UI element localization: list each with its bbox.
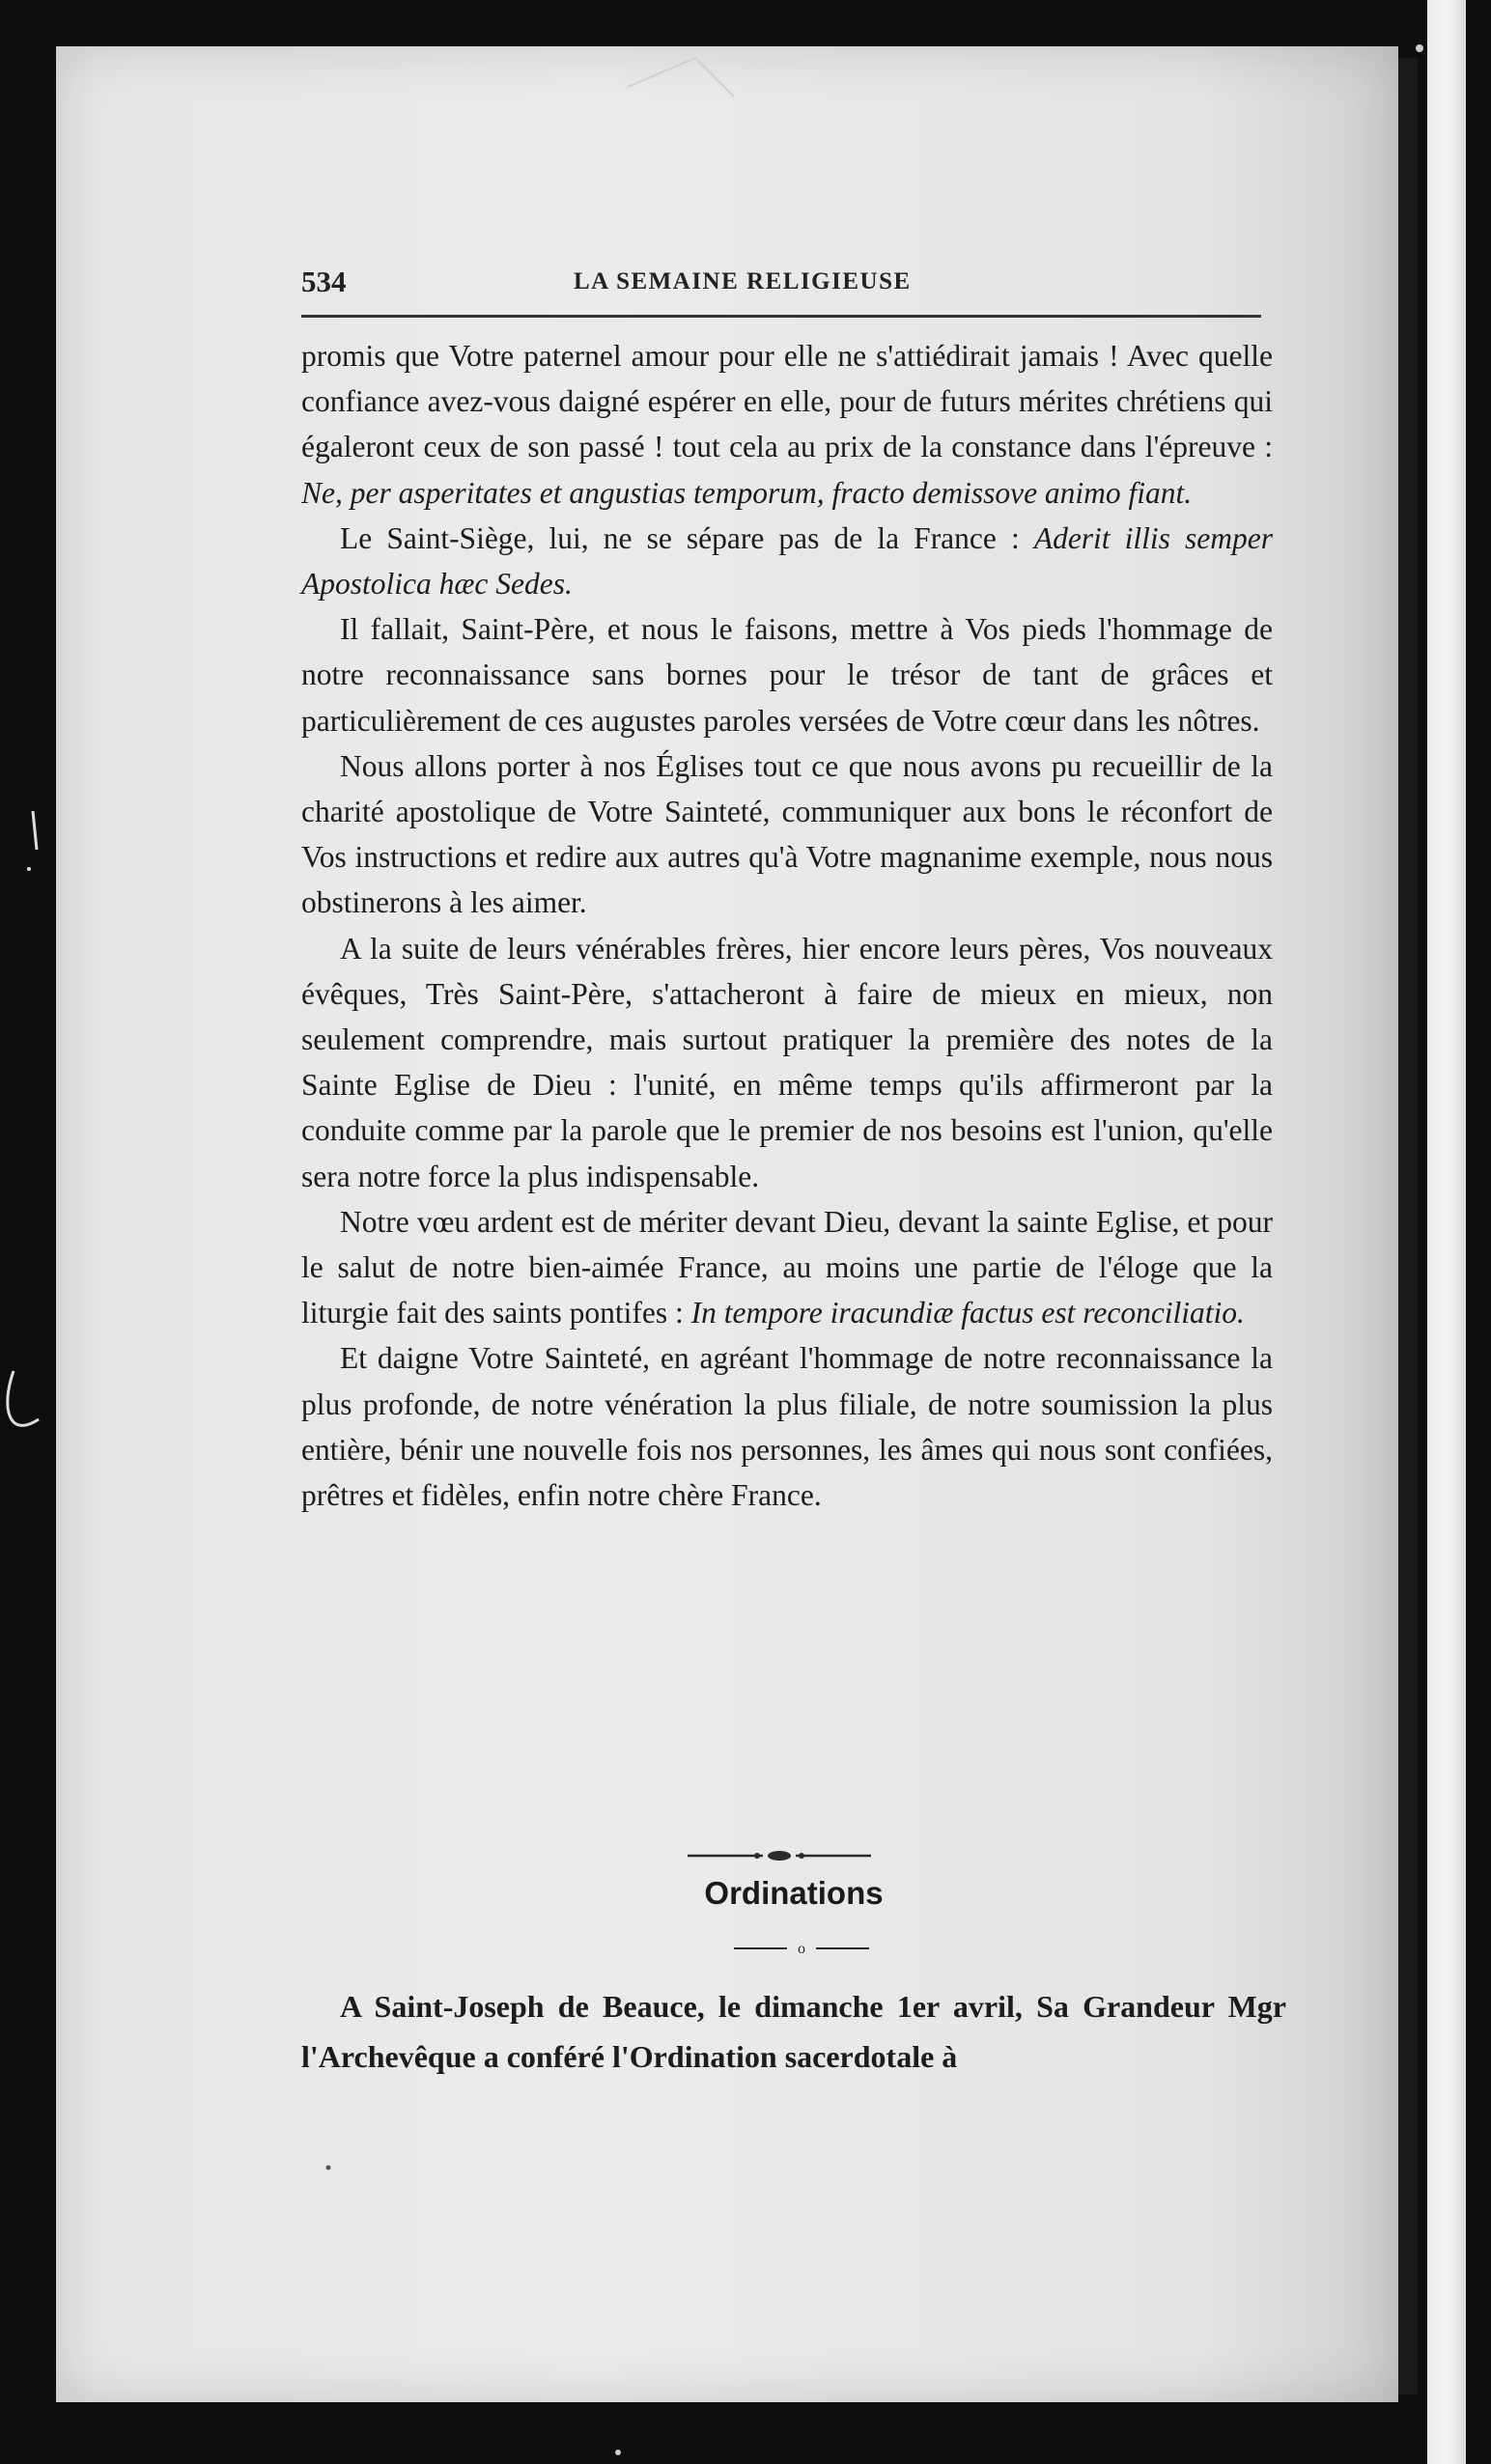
- paragraph: [301, 333, 1273, 516]
- small-divider-mark: o: [798, 1941, 805, 1956]
- paragraph-text: promis que Votre paternel amour pour elle ne s'attiédirait jamais ! Avec quelle confiance avez-vous daigné espérer en elle, pour de futurs mérites chrétiens qui égaleront ceux de son passé ! tout cela au prix de la constance dans l'épreuve :: [301, 339, 1273, 464]
- paragraph-text: Et daigne Votre Sainteté, en agréant l'hommage de notre reconnaissance la plus profonde, de notre vénération la plus filiale, de notre soumission la plus entière, bénir une nouvelle fois nos personnes, les âmes qui nous sont confiées, prêtres et fidèles, enfin notre chère France.: [301, 1341, 1273, 1513]
- ordinations-text: [301, 1981, 1286, 2082]
- page-gutter: [1398, 58, 1418, 2394]
- section-title: Ordinations: [704, 1875, 884, 1911]
- paragraph: [301, 743, 1273, 926]
- body-text: [301, 333, 1273, 1518]
- paragraph: [301, 516, 1273, 606]
- paragraph-text: Nous allons porter à nos Églises tout ce que nous avons pu recueillir de la charité apostolique de Votre Sainteté, communiquer aux bons le réconfort de Vos instructions et redire aux autres qu'à Votre magnanime exemple, nous nous obstinerons à les aimer.: [301, 748, 1273, 920]
- paragraph: [301, 606, 1273, 743]
- page-number: 534: [301, 265, 347, 298]
- paragraph-text: Notre vœu ardent est de mériter devant Dieu, devant la sainte Eglise, et pour le salut de notre bien-aimée France, au moins une partie de l'éloge que la liturgie fait des saints pontifes :: [301, 1204, 1273, 1330]
- paragraph: [301, 1199, 1273, 1336]
- adjacent-page-edge: [1427, 0, 1466, 2464]
- paragraph-text: A la suite de leurs vénérables frères, hier encore leurs pères, Vos nouveaux évêques, Très Saint-Père, s'attacheront à faire de mieux en mieux, non seulement comprendre, mais surtout pratiquer la première des notes de la Sainte Eglise de Dieu : l'unité, en même temps qu'ils affirmeront par la conduite comme par la parole que le premier de nos besoins est l'union, qu'elle sera notre force la plus indispensable.: [301, 931, 1273, 1193]
- paragraph-text: Il fallait, Saint-Père, et nous le faisons, mettre à Vos pieds l'hommage de notre reconnaissance sans bornes pour le trésor de tant de grâces et particulièrement de ces augustes paroles versées de Votre cœur dans les nôtres.: [301, 612, 1273, 738]
- running-title: LA SEMAINE RELIGIEUSE: [574, 268, 912, 294]
- page-header: [301, 265, 1261, 313]
- latin-quote: Aderit illis semper Apostolica hæc Sedes.: [301, 520, 1273, 602]
- ordinations-paragraph: A Saint-Joseph de Beauce, le dimanche 1er avril, Sa Grandeur Mgr l'Archevêque a conféré l'Ordination sacerdotale à: [301, 1989, 1286, 2074]
- small-divider: [734, 1941, 869, 1956]
- section-ornament: [688, 1846, 871, 1865]
- header-rule: [301, 315, 1261, 318]
- paragraph: [301, 1335, 1273, 1518]
- latin-quote: Ne, per asperitates et angustias temporum, fracto demissove animo fiant.: [301, 475, 1193, 510]
- paragraph-text: Le Saint-Siège, lui, ne se sépare pas de la France :: [340, 520, 1034, 555]
- paragraph: [301, 926, 1273, 1199]
- latin-quote: In tempore iracundiæ factus est reconciliatio.: [690, 1296, 1245, 1330]
